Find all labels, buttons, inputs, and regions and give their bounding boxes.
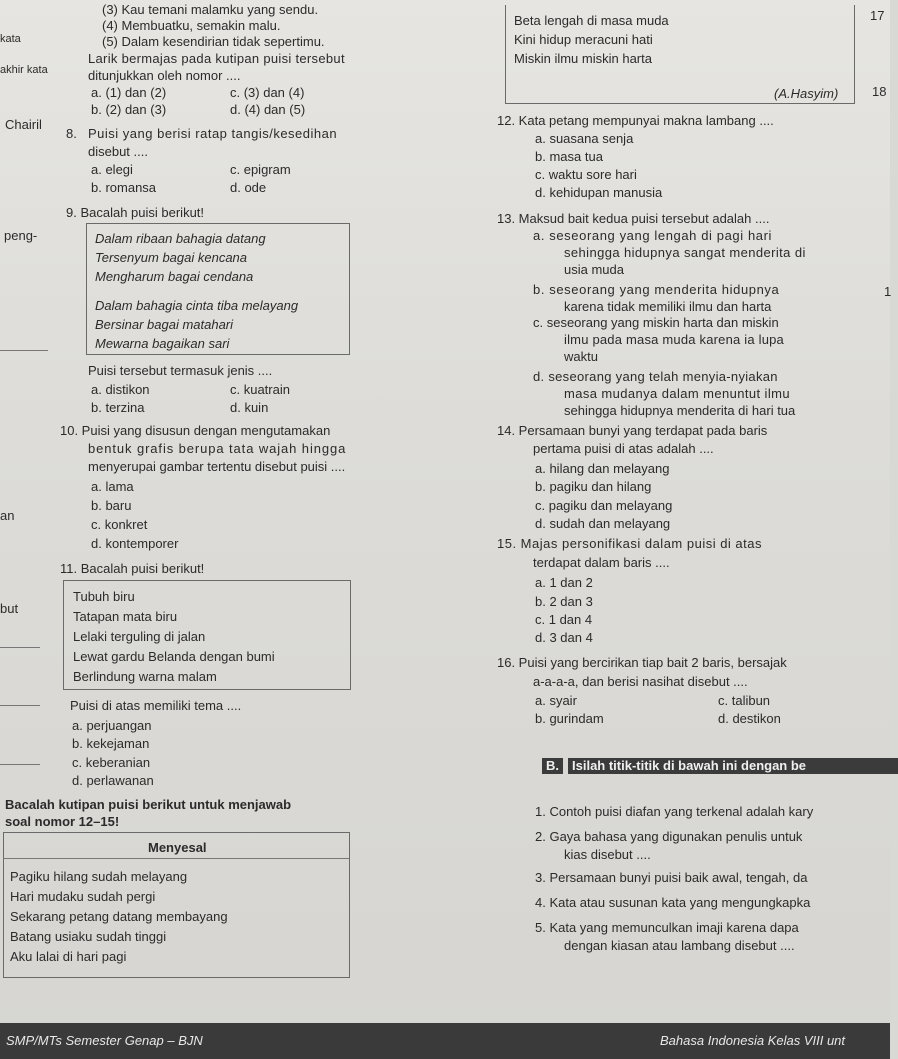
poem-q9-line-4: Dalam bahagia cinta tiba melayang bbox=[95, 298, 299, 313]
question-10-option-c[interactable]: c. konkret bbox=[91, 517, 148, 532]
edge-rule bbox=[0, 705, 40, 706]
question-8-option-c[interactable]: c. epigram bbox=[230, 162, 291, 177]
edge-text-peng: peng- bbox=[4, 228, 38, 243]
question-10-text: 10. Puisi yang disusun dengan mengutamakan bbox=[60, 423, 331, 438]
question-14-option-d[interactable]: d. sudah dan melayang bbox=[535, 516, 671, 531]
question-9-prompt: Puisi tersebut termasuk jenis .... bbox=[88, 363, 273, 378]
essay-2-line-2: kias disebut .... bbox=[564, 847, 651, 862]
question-7-option-d[interactable]: d. (4) dan (5) bbox=[230, 102, 306, 117]
question-15-option-a[interactable]: a. 1 dan 2 bbox=[535, 575, 593, 590]
edge-text-akhir-kata: akhir kata bbox=[0, 64, 48, 76]
question-13-option-a-2: sehingga hidupnya sangat menderita di bbox=[564, 245, 806, 260]
question-12-option-d[interactable]: d. kehidupan manusia bbox=[535, 185, 663, 200]
poem-title: Menyesal bbox=[148, 840, 207, 855]
essay-2: 2. Gaya bahasa yang digunakan penulis untuk bbox=[535, 829, 803, 844]
question-9-option-a[interactable]: a. distikon bbox=[91, 382, 150, 397]
edge-rule bbox=[0, 350, 48, 351]
question-13-option-d-2: masa mudanya dalam menuntut ilmu bbox=[564, 386, 790, 401]
poem-end-line-2: Kini hidup meracuni hati bbox=[514, 32, 653, 47]
question-16-text: 16. Puisi yang bercirikan tiap bait 2 baris, bersajak bbox=[497, 655, 787, 670]
question-8-option-b[interactable]: b. romansa bbox=[91, 180, 157, 195]
question-10-option-d[interactable]: d. kontemporer bbox=[91, 536, 179, 551]
question-11-option-b[interactable]: b. kekejaman bbox=[72, 736, 150, 751]
essay-3: 3. Persamaan bunyi puisi baik awal, tengah, da bbox=[535, 870, 808, 885]
question-8-option-d[interactable]: d. ode bbox=[230, 180, 267, 195]
poem-q11-line-2: Tatapan mata biru bbox=[73, 609, 178, 624]
question-13-option-d-3: sehingga hidupnya menderita di hari tua bbox=[564, 403, 796, 418]
poem-q9-line-1: Dalam ribaan bahagia datang bbox=[95, 231, 266, 246]
question-13-option-b[interactable]: b. seseorang yang menderita hidupnya bbox=[533, 282, 780, 297]
question-8-number: 8. bbox=[66, 126, 77, 141]
question-11-text: 11. Bacalah puisi berikut! bbox=[60, 561, 205, 576]
poem-line-4: (4) Membuatku, semakin malu. bbox=[102, 18, 281, 33]
footer-right-text: Bahasa Indonesia Kelas VIII unt bbox=[660, 1033, 846, 1048]
essay-5-line-2: dengan kiasan atau lambang disebut .... bbox=[564, 938, 795, 953]
question-13-option-a-3: usia muda bbox=[564, 262, 624, 277]
poem-title-divider bbox=[3, 858, 349, 859]
poem-main-line-5: Aku lalai di hari pagi bbox=[10, 949, 127, 964]
question-13-text: 13. Maksud bait kedua puisi tersebut adalah .... bbox=[497, 211, 770, 226]
poem-line-3: (3) Kau temani malamku yang sendu. bbox=[102, 2, 319, 17]
question-15-option-c[interactable]: c. 1 dan 4 bbox=[535, 612, 593, 627]
question-7-option-b[interactable]: b. (2) dan (3) bbox=[91, 102, 167, 117]
poem-q9-line-6: Mewarna bagaikan sari bbox=[95, 336, 230, 351]
essay-1: 1. Contoh puisi diafan yang terkenal adalah kary bbox=[535, 804, 814, 819]
question-7-text: Larik bermajas pada kutipan puisi tersebut bbox=[88, 51, 345, 66]
question-16-text-2: a-a-a-a, dan berisi nasihat disebut .... bbox=[533, 674, 748, 689]
question-8-text-2: disebut .... bbox=[88, 144, 148, 159]
edge-rule bbox=[0, 647, 40, 648]
question-8-option-a[interactable]: a. elegi bbox=[91, 162, 133, 177]
edge-text-an: an bbox=[0, 508, 15, 523]
question-16-option-a[interactable]: a. syair bbox=[535, 693, 577, 708]
edge-text-but: but bbox=[0, 601, 19, 616]
page-footer bbox=[0, 1023, 890, 1059]
poem-end-line-3: Miskin ilmu miskin harta bbox=[514, 51, 652, 66]
poem-q9-line-3: Mengharum bagai cendana bbox=[95, 269, 254, 284]
poem-q11-line-4: Lewat gardu Belanda dengan bumi bbox=[73, 649, 275, 664]
question-15-text-2: terdapat dalam baris .... bbox=[533, 555, 670, 570]
question-10-option-a[interactable]: a. lama bbox=[91, 479, 134, 494]
question-10-text-3: menyerupai gambar tertentu disebut puisi .... bbox=[88, 459, 346, 474]
section-b-title: Isilah titik-titik di bawah ini dengan be bbox=[568, 758, 898, 774]
question-14-text-2: pertama puisi di atas adalah .... bbox=[533, 441, 714, 456]
edge-rule bbox=[0, 764, 40, 765]
question-13-option-b-2: karena tidak memiliki ilmu dan harta bbox=[564, 299, 772, 314]
poem-main-line-4: Batang usiaku sudah tinggi bbox=[10, 929, 167, 944]
question-13-option-c-3: waktu bbox=[564, 349, 598, 364]
poem-main-line-1: Pagiku hilang sudah melayang bbox=[10, 869, 188, 884]
poem-q11-line-5: Berlindung warna malam bbox=[73, 669, 217, 684]
question-15-option-b[interactable]: b. 2 dan 3 bbox=[535, 594, 593, 609]
poem-main-line-2: Hari mudaku sudah pergi bbox=[10, 889, 156, 904]
question-16-option-b[interactable]: b. gurindam bbox=[535, 711, 604, 726]
essay-5: 5. Kata yang memunculkan imaji karena dapa bbox=[535, 920, 799, 935]
poem-main-line-3: Sekarang petang datang membayang bbox=[10, 909, 228, 924]
margin-number-17: 17 bbox=[870, 8, 885, 23]
question-12-option-b[interactable]: b. masa tua bbox=[535, 149, 603, 164]
question-9-text: 9. Bacalah puisi berikut! bbox=[66, 205, 205, 220]
question-13-option-c[interactable]: c. seseorang yang miskin harta dan miskin bbox=[533, 315, 779, 330]
question-11-prompt: Puisi di atas memiliki tema .... bbox=[70, 698, 242, 713]
poem-author: (A.Hasyim) bbox=[774, 86, 839, 101]
question-10-option-b[interactable]: b. baru bbox=[91, 498, 132, 513]
poem-line-5: (5) Dalam kesendirian tidak sepertimu. bbox=[102, 34, 325, 49]
essay-4: 4. Kata atau susunan kata yang mengungkapka bbox=[535, 895, 811, 910]
question-14-option-c[interactable]: c. pagiku dan melayang bbox=[535, 498, 673, 513]
question-8-text: Puisi yang berisi ratap tangis/kesedihan bbox=[88, 126, 338, 141]
margin-number-1: 1 bbox=[884, 284, 892, 299]
question-7-text-2: ditunjukkan oleh nomor .... bbox=[88, 68, 241, 83]
question-9-option-c[interactable]: c. kuatrain bbox=[230, 382, 290, 397]
question-10-text-2: bentuk grafis berupa tata wajah hingga bbox=[88, 441, 347, 456]
question-16-option-d[interactable]: d. destikon bbox=[718, 711, 781, 726]
edge-text-chairil: Chairil bbox=[5, 117, 42, 132]
poem-q11-line-3: Lelaki terguling di jalan bbox=[73, 629, 206, 644]
question-7-option-c[interactable]: c. (3) dan (4) bbox=[230, 85, 305, 100]
question-13-option-a[interactable]: a. seseorang yang lengah di pagi hari bbox=[533, 228, 773, 243]
question-7-option-a[interactable]: a. (1) dan (2) bbox=[91, 85, 167, 100]
question-11-option-c[interactable]: c. keberanian bbox=[72, 755, 151, 770]
question-9-option-b[interactable]: b. terzina bbox=[91, 400, 145, 415]
question-12-option-a[interactable]: a. suasana senja bbox=[535, 131, 634, 146]
poem-q9-line-2: Tersenyum bagai kencana bbox=[95, 250, 248, 265]
instruction-12-15: Bacalah kutipan puisi berikut untuk menjawab bbox=[5, 797, 292, 812]
question-16-option-c[interactable]: c. talibun bbox=[718, 693, 771, 708]
question-13-option-d[interactable]: d. seseorang yang telah menyia-nyiakan bbox=[533, 369, 778, 384]
poem-q11-line-1: Tubuh biru bbox=[73, 589, 135, 604]
instruction-12-15-2: soal nomor 12–15! bbox=[5, 814, 120, 829]
margin-number-18: 18 bbox=[872, 84, 887, 99]
question-14-option-a[interactable]: a. hilang dan melayang bbox=[535, 461, 670, 476]
question-15-option-d[interactable]: d. 3 dan 4 bbox=[535, 630, 593, 645]
question-14-option-b[interactable]: b. pagiku dan hilang bbox=[535, 479, 652, 494]
question-11-option-d[interactable]: d. perlawanan bbox=[72, 773, 154, 788]
question-15-text: 15. Majas personifikasi dalam puisi di atas bbox=[497, 536, 763, 551]
poem-q9-line-5: Bersinar bagai matahari bbox=[95, 317, 234, 332]
section-b-letter: B. bbox=[542, 758, 563, 774]
question-11-option-a[interactable]: a. perjuangan bbox=[72, 718, 152, 733]
poem-end-line-1: Beta lengah di masa muda bbox=[514, 13, 669, 28]
edge-text-kata: kata bbox=[0, 33, 21, 45]
footer-left-text: SMP/MTs Semester Genap – BJN bbox=[6, 1033, 203, 1048]
question-13-option-c-2: ilmu pada masa muda karena ia lupa bbox=[564, 332, 784, 347]
question-9-option-d[interactable]: d. kuin bbox=[230, 400, 269, 415]
question-12-option-c[interactable]: c. waktu sore hari bbox=[535, 167, 637, 182]
question-12-text: 12. Kata petang mempunyai makna lambang .... bbox=[497, 113, 774, 128]
question-14-text: 14. Persamaan bunyi yang terdapat pada baris bbox=[497, 423, 768, 438]
